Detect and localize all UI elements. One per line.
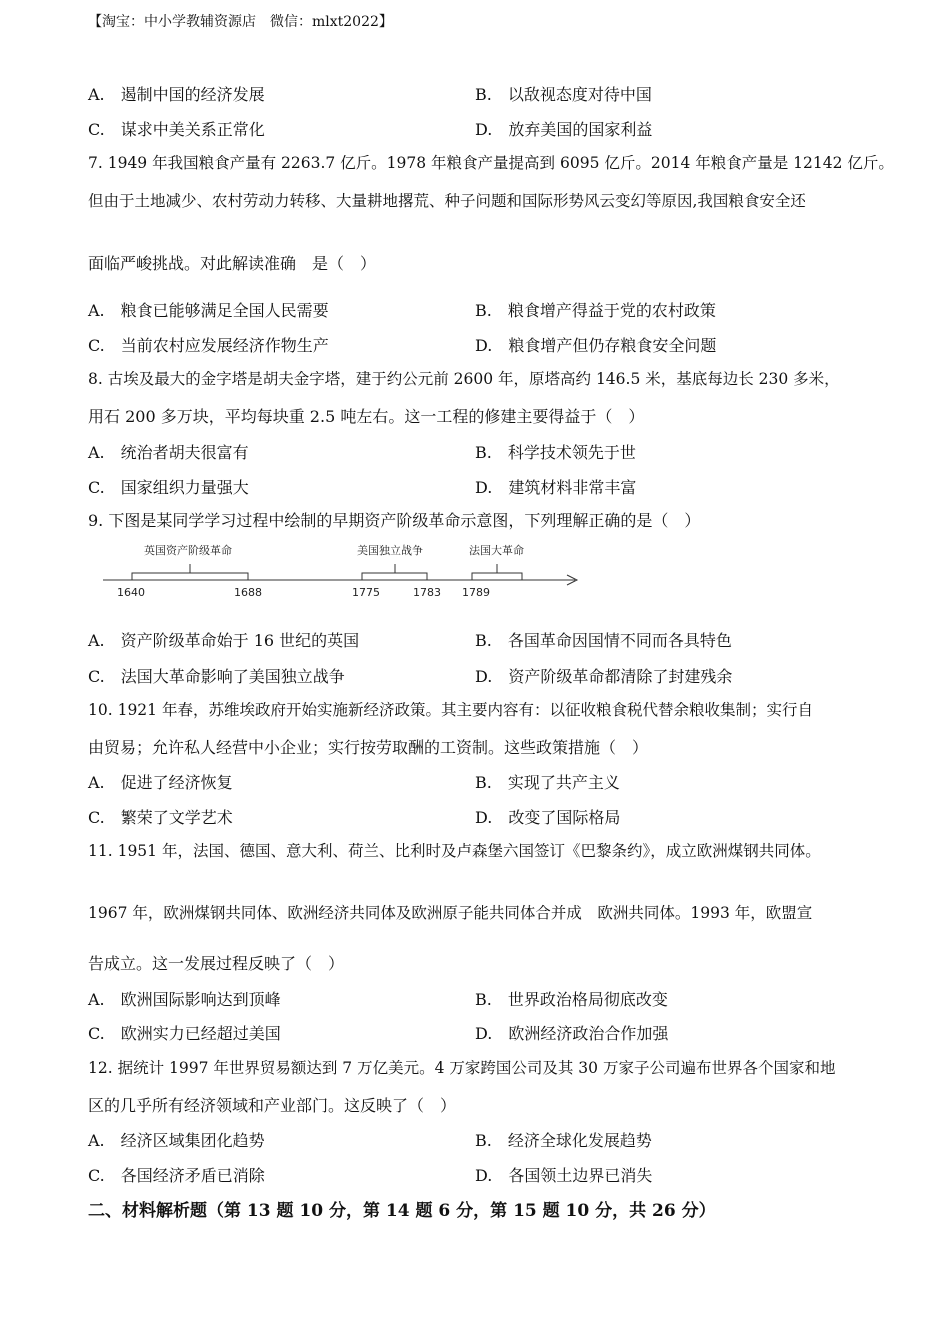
- q12-option-b: B. 经济全球化发展趋势: [475, 1131, 652, 1150]
- q12-option-d: D. 各国领土边界已消失: [475, 1166, 653, 1185]
- q9-option-d: D. 资产阶级革命都清除了封建残余: [475, 667, 733, 686]
- q7-option-c: C. 当前农村应发展经济作物生产: [88, 336, 329, 355]
- q12-stem-line2: 区的几乎所有经济领域和产业部门。这反映了（ ）: [88, 1096, 457, 1115]
- q10-option-a: A. 促进了经济恢复: [88, 773, 233, 792]
- q8-stem-line2: 用石 200 多万块，平均每块重 2.5 吨左右。这一工程的修建主要得益于（ ）: [88, 407, 645, 426]
- q8-stem-line1: 8. 古埃及最大的金字塔是胡夫金字塔，建于约公元前 2600 年，原塔高约 146.5 米，基底每边长 230 多米，: [88, 370, 840, 388]
- q6-option-c: C. 谋求中美关系正常化: [88, 120, 265, 139]
- label-american-war: 美国独立战争: [357, 544, 423, 557]
- bracket-england: [132, 573, 248, 580]
- q12-option-c: C. 各国经济矛盾已消除: [88, 1166, 265, 1185]
- q7-stem-line1: 7. 1949 年我国粮食产量有 2263.7 亿斤。1978 年粮食产量提高到 6095 亿斤。2014 年粮食产量是 12142 亿斤。: [88, 154, 894, 172]
- q8-option-a: A. 统治者胡夫很富有: [88, 443, 249, 462]
- q10-stem-line1: 10. 1921 年春，苏维埃政府开始实施新经济政策。其主要内容有：以征收粮食税代替余粮收集制；实行自: [88, 701, 813, 719]
- q11-option-a: A. 欧洲国际影响达到顶峰: [88, 990, 281, 1009]
- q10-stem-line2: 由贸易；允许私人经营中小企业；实行按劳取酬的工资制。这些政策措施（ ）: [88, 738, 649, 757]
- year-1783: 1783: [413, 586, 441, 599]
- q10-option-b: B. 实现了共产主义: [475, 773, 620, 792]
- q8-option-c: C. 国家组织力量强大: [88, 478, 249, 497]
- q9-option-b: B. 各国革命因国情不同而各具特色: [475, 631, 732, 650]
- page-header: 【淘宝：中小学教辅资源店 微信：mlxt2022】: [88, 14, 393, 30]
- q6-option-a: A. 遏制中国的经济发展: [88, 85, 265, 104]
- q12-stem-line1: 12. 据统计 1997 年世界贸易额达到 7 万亿美元。4 万家跨国公司及其 30 万家子公司遍布世界各个国家和地: [88, 1059, 836, 1077]
- q6-option-b: B. 以敌视态度对待中国: [475, 85, 652, 104]
- q9-stem-line1: 9. 下图是某同学学习过程中绘制的早期资产阶级革命示意图，下列理解正确的是（ ）: [88, 511, 701, 530]
- q7-option-d: D. 粮食增产但仍存粮食安全问题: [475, 336, 717, 355]
- section-2-heading: 二、材料解析题（第 13 题 10 分，第 14 题 6 分，第 15 题 10 分，共 26 分）: [88, 1201, 716, 1221]
- label-french-revolution: 法国大革命: [469, 544, 524, 557]
- year-1688: 1688: [234, 586, 262, 599]
- q7-option-b: B. 粮食增产得益于党的农村政策: [475, 301, 716, 320]
- bracket-france: [472, 573, 522, 580]
- q7-option-a: A. 粮食已能够满足全国人民需要: [88, 301, 329, 320]
- q7-stem-line3: 面临严峻挑战。对此解读准确 是（ ）: [88, 254, 377, 273]
- year-1640: 1640: [117, 586, 145, 599]
- q6-option-d: D. 放弃美国的国家利益: [475, 120, 653, 139]
- q11-option-d: D. 欧洲经济政治合作加强: [475, 1024, 669, 1043]
- q9-option-a: A. 资产阶级革命始于 16 世纪的英国: [88, 631, 360, 650]
- q11-option-b: B. 世界政治格局彻底改变: [475, 990, 668, 1009]
- year-1775: 1775: [352, 586, 380, 599]
- q12-option-a: A. 经济区域集团化趋势: [88, 1131, 265, 1150]
- q10-option-c: C. 繁荣了文学艺术: [88, 808, 233, 827]
- q8-option-b: B. 科学技术领先于世: [475, 443, 636, 462]
- revolution-timeline-diagram: [95, 538, 595, 604]
- q11-option-c: C. 欧洲实力已经超过美国: [88, 1024, 281, 1043]
- q11-stem-line2: 1967 年，欧洲煤钢共同体、欧洲经济共同体及欧洲原子能共同体合并成 欧洲共同体。1993 年，欧盟宣: [88, 904, 813, 922]
- label-english-revolution: 英国资产阶级革命: [144, 544, 232, 557]
- bracket-usa: [362, 573, 427, 580]
- q10-option-d: D. 改变了国际格局: [475, 808, 621, 827]
- q8-option-d: D. 建筑材料非常丰富: [475, 478, 637, 497]
- q7-stem-line2: 但由于土地减少、农村劳动力转移、大量耕地撂荒、种子问题和国际形势风云变幻等原因,我国粮食安全还: [88, 192, 806, 210]
- year-1789: 1789: [462, 586, 490, 599]
- q11-stem-line3: 告成立。这一发展过程反映了（ ）: [88, 954, 345, 973]
- q11-stem-line1: 11. 1951 年，法国、德国、意大利、荷兰、比利时及卢森堡六国签订《巴黎条约》，成立欧洲煤钢共同体。: [88, 842, 821, 860]
- q9-option-c: C. 法国大革命影响了美国独立战争: [88, 667, 345, 686]
